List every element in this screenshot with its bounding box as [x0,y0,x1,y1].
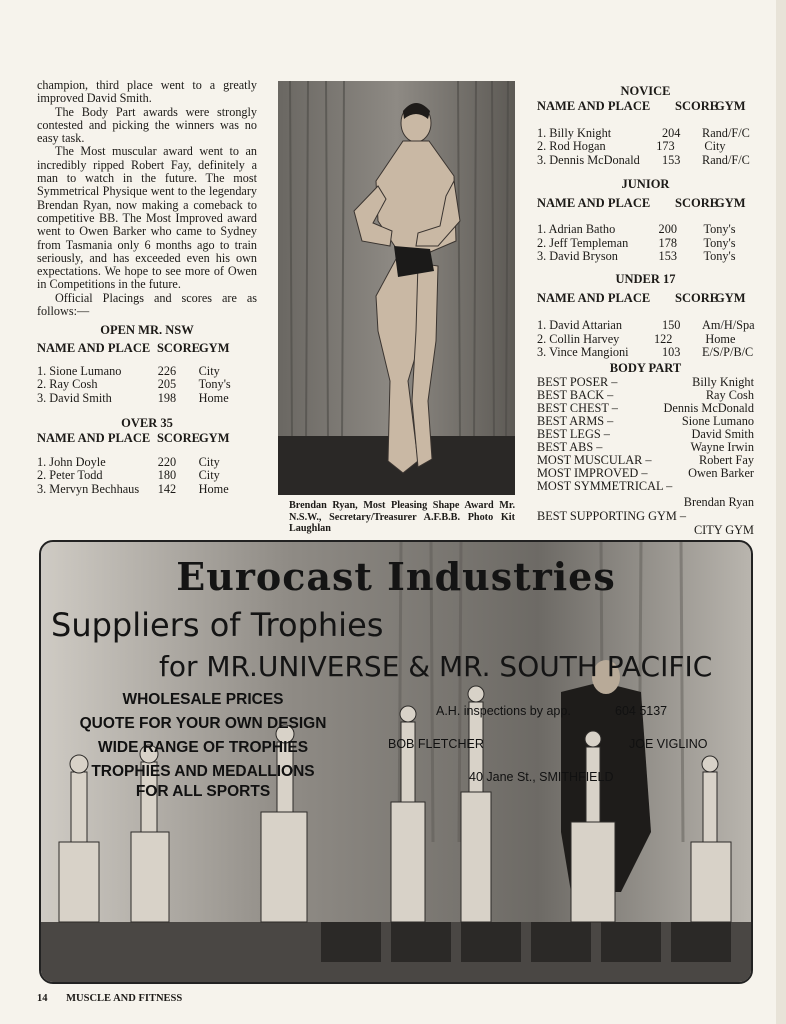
row-name: 3. Dennis McDonald [537,152,640,167]
row-gym: City [198,468,220,483]
bodybuilder-photo [278,81,515,495]
header-name: NAME AND PLACE [37,340,151,355]
table-row [37,469,257,482]
row-name: 2. Rod Hogan [537,139,606,154]
ad-features [63,688,343,800]
eurocast-advertisement [39,540,753,984]
row-gym: City [704,139,726,154]
row-name: 2. Ray Cosh [37,377,98,392]
award-label: BEST POSER – [537,374,618,389]
row-score: 153 [662,152,681,167]
header-score: SCORE [156,431,201,446]
ad-feature: WIDE RANGE OF TROPHIES [97,739,309,756]
header-gym: GYM [198,431,230,446]
ad-company-name: Eurocast Industries [176,554,616,599]
header-gym: GYM [715,291,746,306]
page-edge [776,0,786,1024]
header-score: SCORE [675,99,719,113]
award-row [537,402,754,415]
award-label: BEST SUPPORTING GYM – [537,508,687,523]
award-winner: Dennis McDonald [663,400,754,415]
award-row [537,389,754,402]
row-gym: Tony's [703,222,736,237]
award-label: BEST CHEST – [537,400,618,415]
junior-header [537,196,754,211]
row-name: 1. Adrian Batho [537,222,616,237]
row-gym: Home [705,331,736,346]
over35-header [37,432,257,445]
row-name: 1. Sione Lumano [37,363,122,378]
award-label: BEST ARMS – [537,413,614,428]
article-paragraph: The Most muscular award went to an incredibly ripped Robert Fay, definitely a man to watch in the future. The most Symmetrical Physique went to the legendary Brendan Ryan, now making a comeback to competitive BB. The Most Improved award went to Owen Barker who came to Sydney from Tasmania only 6 months ago to train seriously, and has exceeded even his own expectations. We hope to see more of Owen in Competitions in the future. [37,144,257,292]
award-label: MOST MUSCULAR – [537,453,652,468]
magazine-title: MUSCLE AND FITNESS [66,993,183,1004]
row-name: 1. Billy Knight [537,126,612,140]
header-name: NAME AND PLACE [37,431,151,446]
row-name: 1. David Attarian [537,318,623,333]
photo-illustration [278,81,515,495]
table-row [537,333,754,346]
header-gym: GYM [715,196,746,211]
ad-contact-joe: JOE VIGLINO [629,737,708,751]
row-gym: Home [198,390,229,405]
row-name: 2. Peter Todd [37,468,103,483]
row-gym: Am/H/Spa [702,318,755,333]
article-column [37,79,257,496]
table-row [537,346,754,359]
row-score: 103 [662,345,681,360]
body-part-title: BODY PART [609,360,682,375]
award-label: BEST BACK – [537,387,614,402]
row-gym: Tony's [703,235,736,250]
novice-title: NOVICE [620,84,671,98]
table-row [37,456,257,469]
row-score: 205 [157,377,177,392]
results-column [537,82,754,537]
row-name: 1. John Doyle [37,454,106,469]
table-row [37,365,257,378]
under17-header [537,291,754,306]
row-gym: Tony's [198,377,231,392]
award-label: BEST LEGS – [537,427,610,442]
article-paragraph: champion, third place went to a greatly improved David Smith. [37,78,257,106]
under17-table [537,319,754,359]
row-name: 3. Vince Mangioni [537,345,629,360]
open-nsw-header [37,342,257,355]
award-winner: Robert Fay [699,453,754,468]
table-row [537,127,754,140]
row-score: 198 [157,390,177,405]
header-gym: GYM [715,99,746,113]
junior-table [537,223,754,263]
ad-feature: WHOLESALE PRICES [122,691,284,708]
award-label: MOST IMPROVED – [537,466,648,481]
ad-feature: QUOTE FOR YOUR OWN DESIGN [79,715,327,732]
table-row [37,392,257,405]
award-winner: CITY GYM [693,522,754,537]
award-winner: Sione Lumano [681,413,754,428]
junior-title: JUNIOR [621,177,670,192]
table-row [537,140,754,153]
award-row [537,510,754,523]
header-name: NAME AND PLACE [537,196,651,211]
row-gym: City [198,454,220,469]
row-name: 2. Jeff Templeman [537,235,629,250]
table-row [37,378,257,391]
table-row [537,237,754,250]
award-winner: Billy Knight [692,374,754,389]
novice-header [537,99,754,114]
ad-feature: TROPHIES AND MEDALLIONS [91,763,315,780]
award-row [537,480,754,493]
header-gym: GYM [198,340,230,355]
table-row [537,319,754,332]
award-winner: Brendan Ryan [683,494,754,509]
header-name: NAME AND PLACE [537,99,651,113]
award-row [537,376,754,389]
ad-address: 40 Jane St., SMITHFIELD [469,770,614,784]
row-name: 2. Collin Harvey [537,331,620,346]
award-winner: Owen Barker [688,466,754,481]
page-number: 14 [37,993,48,1004]
row-score: 180 [157,468,177,483]
row-name: 3. Mervyn Bechhaus [37,481,140,496]
row-gym: Tony's [703,249,736,264]
row-score: 226 [157,363,177,378]
table-row [537,223,754,236]
table-row [37,483,257,496]
row-score: 173 [656,139,675,154]
row-gym: E/S/P/B/C [702,345,754,360]
row-score: 178 [658,235,677,250]
table-row [537,154,754,167]
row-gym: Home [198,481,229,496]
row-gym: Rand/F/C [702,152,750,167]
over35-table [37,456,257,496]
row-name: 3. David Smith [37,390,112,405]
row-score: 122 [653,331,673,346]
open-nsw-title: OPEN MR. NSW [100,323,194,338]
header-score: SCORE [156,340,201,355]
row-name: 3. David Bryson [537,249,618,264]
row-score: 200 [658,222,677,237]
row-score: 220 [157,454,177,469]
under17-title: UNDER 17 [615,272,676,287]
ad-feature: FOR ALL SPORTS [135,783,271,800]
row-gym: Rand/F/C [702,126,750,140]
page-footer [37,993,198,1004]
row-score: 142 [157,481,177,496]
article-paragraph: The Body Part awards were strongly contested and picking the winners was no easy task. [37,104,257,146]
header-name: NAME AND PLACE [537,291,651,306]
ad-inspections: A.H. inspections by app. [436,704,571,718]
row-gym: City [198,363,220,378]
body-part-list [537,376,754,537]
award-winner: Ray Cosh [705,387,754,402]
open-nsw-table [37,365,257,405]
ad-tagline-events: for MR.UNIVERSE & MR. SOUTH PACIFIC [159,650,713,683]
ad-contact-bob: BOB FLETCHER [388,737,484,751]
row-score: 153 [658,249,677,264]
award-winner: Wayne Irwin [690,440,754,455]
header-score: SCORE [675,196,719,211]
award-winner: David Smith [691,427,754,442]
row-score: 150 [662,318,681,333]
ad-tagline: Suppliers of Trophies [51,606,384,644]
header-score: SCORE [675,291,719,306]
over35-title: OVER 35 [121,416,173,431]
table-row [537,250,754,263]
award-label: BEST ABS – [537,440,603,455]
row-score: 204 [662,126,681,140]
ad-phone: 604 5137 [615,704,668,718]
article-paragraph: Official Placings and scores are as follows:— [37,290,257,319]
novice-table [537,127,754,167]
award-label: MOST SYMMETRICAL – [537,479,673,494]
photo-caption: Brendan Ryan, Most Pleasing Shape Award Mr. N.S.W., Secretary/Treasurer A.F.B.B. Photo Kit Laughlan [289,500,515,534]
